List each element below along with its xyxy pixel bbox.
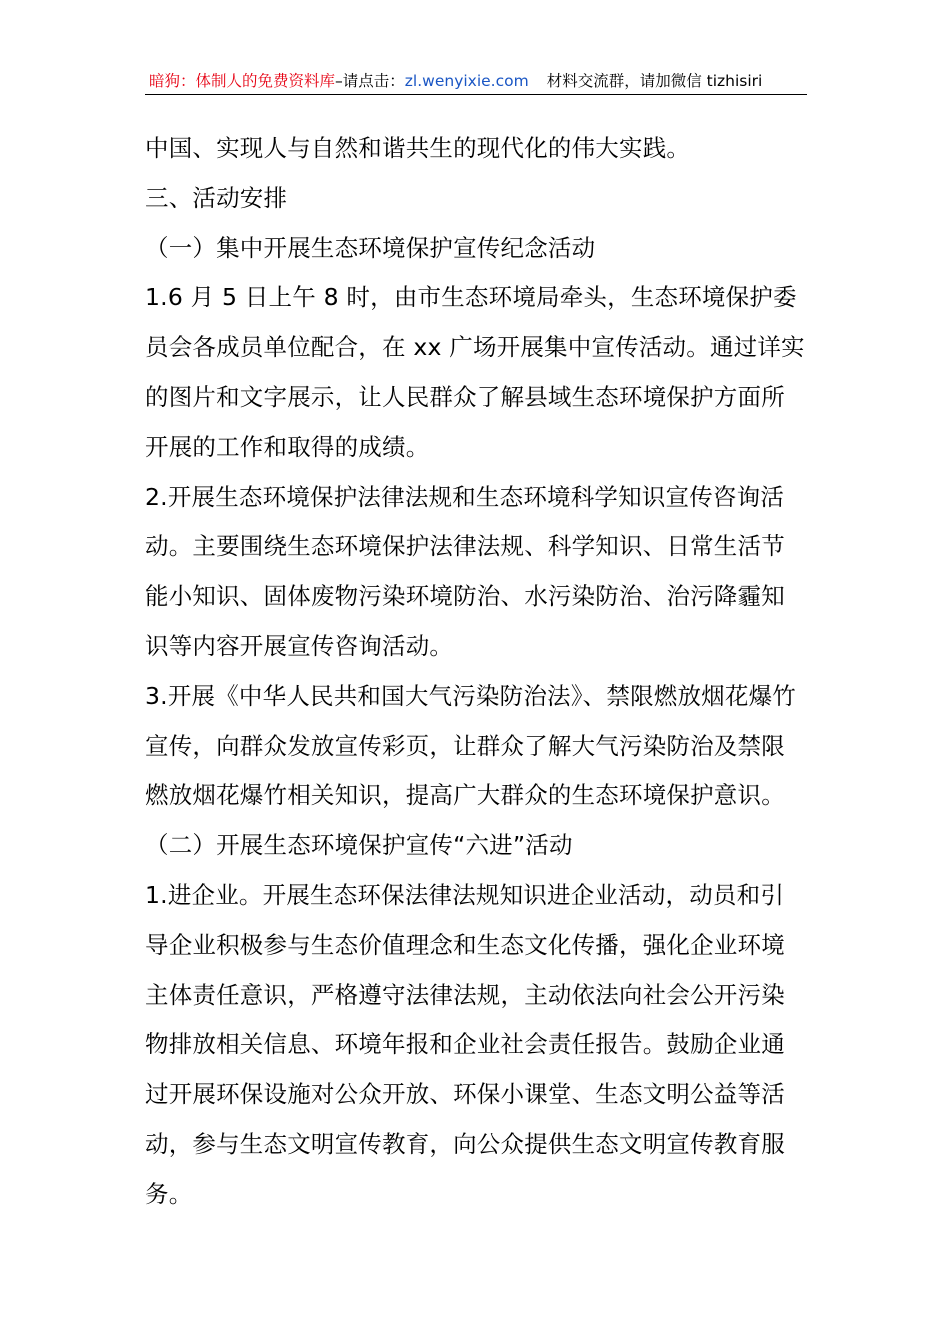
document-body xyxy=(145,124,807,1220)
paragraph-1: 中国、实现人与自然和谐共生的现代化的伟大实践。 xyxy=(145,134,691,162)
header-prefix: –请点击： xyxy=(335,72,405,90)
header-link[interactable]: zl.wenyixie.com xyxy=(404,72,529,90)
paragraph-item-2: 2.开展生态环境保护法律法规和生态环境科学知识宣传咨询活动。主要围绕生态环境保护法律法规、科学知识、日常生活节能小知识、固体废物污染环境防治、水污染防治、治污降霾知识等内容开展宣传咨询活动。 xyxy=(145,482,785,660)
section-heading-3: 三、活动安排 xyxy=(145,183,288,212)
subsection-heading-2: （二）开展生态环境保护宣传“六进”活动 xyxy=(145,831,573,860)
subsection-heading-1: （一）集中开展生态环境保护宣传纪念活动 xyxy=(145,233,596,262)
paragraph-item-3: 3.开展《中华人民共和国大气污染防治法》、禁限燃放烟花爆竹宣传，向群众发放宣传彩页，让群众了解大气污染防治及禁限燃放烟花爆竹相关知识，提高广大群众的生态环境保护意识。 xyxy=(145,681,796,810)
header-group-info: 材料交流群，请加微信 tizhisiri xyxy=(546,72,763,90)
paragraph-item-1: 1.6 月 5 日上午 8 时，由市生态环境局牵头，生态环境保护委员会各成员单位配合，在 xx 广场开展集中宣传活动。通过详实的图片和文字展示，让人民群众了解县域生态环境保护方面所开展的工作和取得的成绩。 xyxy=(145,283,805,461)
header-brand: 暗狗：体制人的免费资料库 xyxy=(149,72,336,90)
paragraph-enterprise: 1.进企业。开展生态环保法律法规知识进企业活动，动员和引导企业积极参与生态价值理念和生态文化传播，强化企业环境主体责任意识，严格遵守法律法规，主动依法向社会公开污染物排放相关信息、环境年报和企业社会责任报告。鼓励企业通过开展环保设施对公众开放、环保小课堂、生态文明公益等活动，参与生态文明宣传教育，向公众提供生态文明宣传教育服务。 xyxy=(145,880,785,1208)
page-header xyxy=(145,68,807,95)
